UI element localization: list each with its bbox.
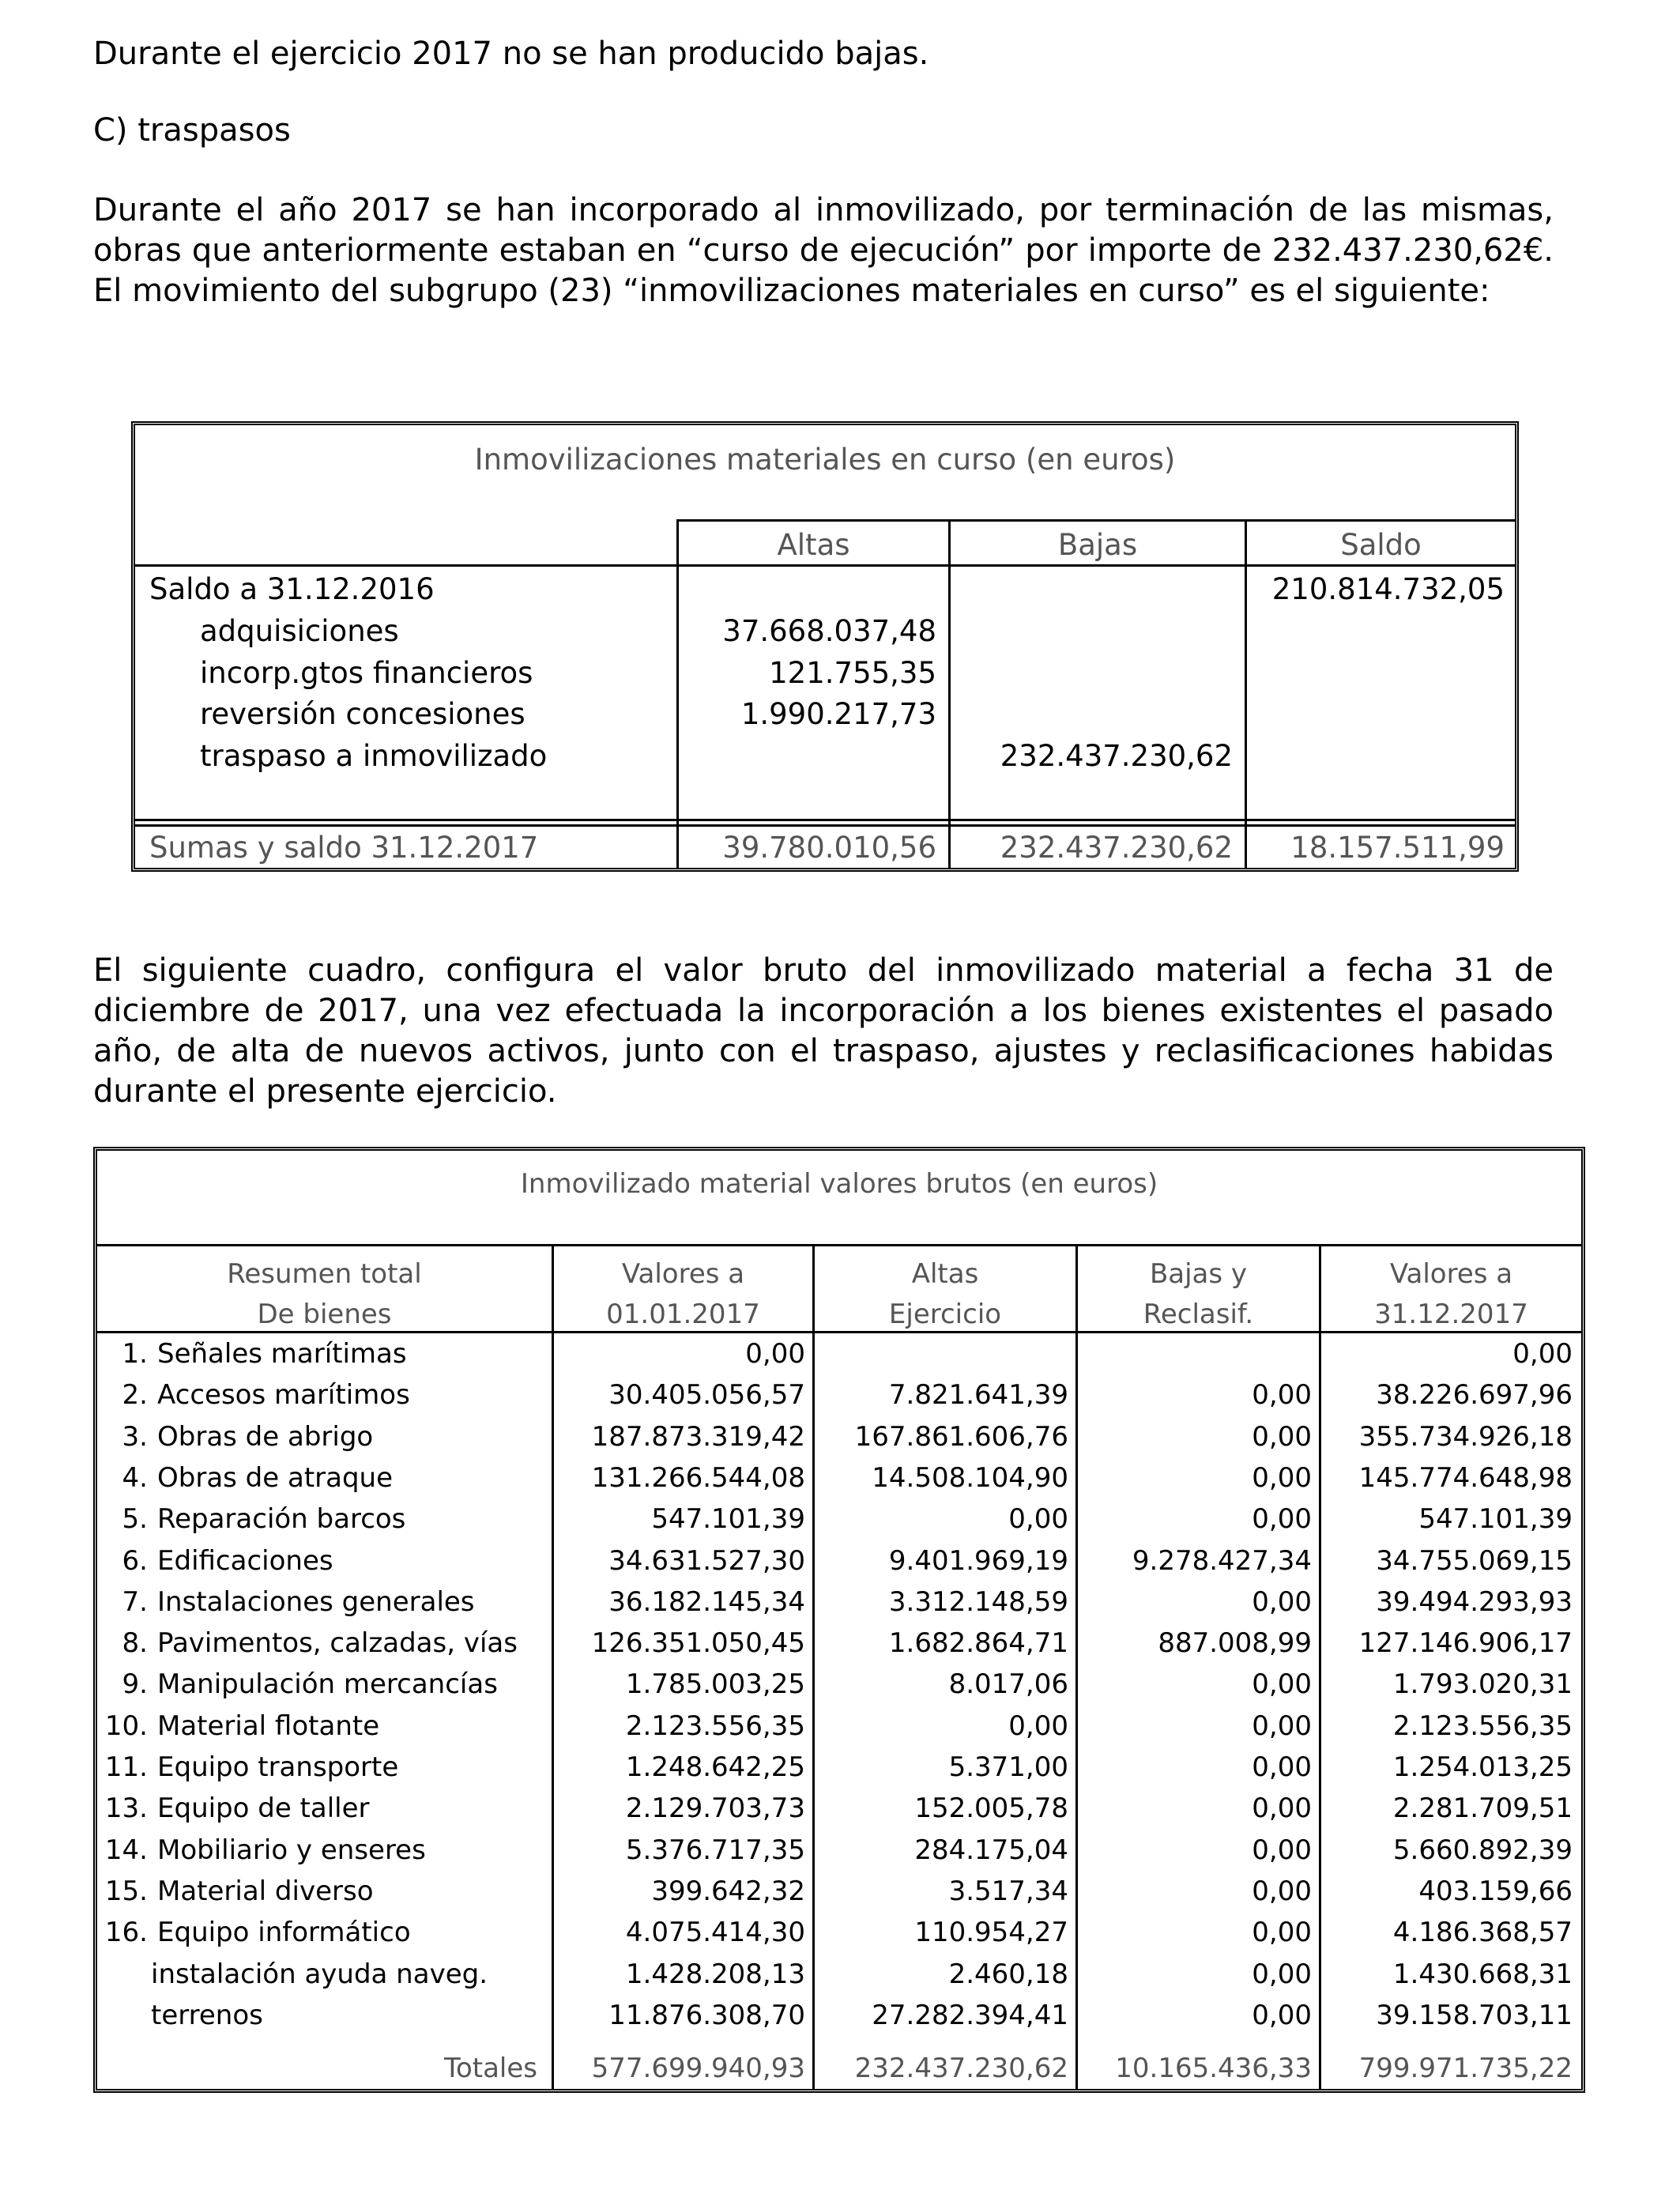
header-reclasif: Reclasif. — [1143, 1299, 1254, 1330]
divider — [97, 1244, 1581, 1246]
row-altas: 2.460,18 — [948, 1958, 1068, 1990]
row-bajas: 887.008,99 — [1158, 1627, 1312, 1659]
header-fecha-inicio: 01.01.2017 — [606, 1299, 760, 1330]
row-bajas: 0,00 — [1252, 2000, 1312, 2031]
row-number: 3. — [122, 1421, 148, 1453]
row-number: 8. — [122, 1627, 148, 1659]
table-row — [97, 1462, 1581, 1503]
table-row — [97, 1875, 1581, 1917]
row-valores-inicio: 187.873.319,42 — [591, 1421, 805, 1453]
row-valores-fin: 38.226.697,96 — [1376, 1379, 1573, 1411]
table-row — [97, 1627, 1581, 1668]
totals-label: Totales — [443, 2053, 537, 2084]
row-altas: 3.517,34 — [948, 1875, 1068, 1907]
row-valores-inicio: 399.642,32 — [651, 1875, 805, 1907]
row-label: Edificaciones — [157, 1545, 333, 1577]
row-number: 6. — [122, 1545, 148, 1577]
row-label: adquisiciones — [200, 614, 399, 648]
header-fecha-fin: 31.12.2017 — [1374, 1299, 1528, 1330]
row-altas: 14.508.104,90 — [872, 1462, 1068, 1494]
row-label: Mobiliario y enseres — [157, 1834, 426, 1866]
row-bajas: 0,00 — [1252, 1462, 1312, 1494]
header-bienes: De bienes — [257, 1299, 392, 1330]
table-row — [97, 1503, 1581, 1544]
table-row — [97, 1545, 1581, 1586]
divider — [135, 824, 1515, 827]
paragraph-no-bajas: Durante el ejercicio 2017 no se han producido bajas. — [93, 36, 929, 72]
row-label: Pavimentos, calzadas, vías — [157, 1627, 518, 1659]
row-valores-inicio: 5.376.717,35 — [625, 1834, 805, 1866]
table-inmovilizado-valores-brutos — [93, 1147, 1585, 2093]
opening-label: Saldo a 31.12.2016 — [149, 572, 435, 606]
row-valores-fin: 5.660.892,39 — [1392, 1834, 1573, 1866]
row-valores-inicio: 2.123.556,35 — [625, 1710, 805, 1742]
row-number: 13. — [104, 1793, 148, 1824]
row-label: Equipo de taller — [157, 1793, 370, 1824]
header-valores-fin: Valores a — [1389, 1258, 1513, 1290]
row-valores-fin: 39.158.703,11 — [1376, 2000, 1573, 2031]
row-bajas: 0,00 — [1252, 1793, 1312, 1824]
row-bajas: 232.437.230,62 — [1000, 739, 1233, 773]
totals-altas: 39.780.010,56 — [722, 831, 936, 865]
paragraph-valor-bruto: El siguiente cuadro, configura el valor bruto del inmovilizado material a fecha 31 de diciembre de 2017, una vez efectuada la incorporación a los bienes existentes el pasado año, de alta de nuevos activos, junto con el traspaso, ajustes y reclasificaciones habidas durante el presente ejercicio. — [93, 952, 1554, 1110]
opening-saldo: 210.814.732,05 — [1271, 572, 1505, 606]
row-valores-inicio: 11.876.308,70 — [608, 2000, 805, 2031]
row-altas: 9.401.969,19 — [888, 1545, 1068, 1577]
row-valores-inicio: 2.129.703,73 — [625, 1793, 805, 1824]
row-bajas: 0,00 — [1252, 1379, 1312, 1411]
row-valores-inicio: 36.182.145,34 — [608, 1586, 805, 1618]
row-altas: 284.175,04 — [914, 1834, 1068, 1866]
header-ejercicio: Ejercicio — [888, 1299, 1002, 1330]
table-inmovilizaciones-en-curso — [131, 421, 1519, 872]
totals-saldo: 18.157.511,99 — [1290, 831, 1505, 865]
table-row — [97, 1421, 1581, 1462]
totals-altas: 232.437.230,62 — [854, 2053, 1068, 2084]
row-bajas: 0,00 — [1252, 1917, 1312, 1948]
paragraph-traspasos: Durante el año 2017 se han incorporado al inmovilizado, por terminación de las mismas, obras que anteriormente estaban en “curso de ejecución” por importe de 232.437.230,62€. El movimiento del subgrupo (23) “inmovilizaciones materiales en curso” es el siguiente: — [93, 192, 1554, 309]
header-resumen: Resumen total — [227, 1258, 422, 1290]
row-altas: 0,00 — [1008, 1503, 1068, 1535]
row-altas: 37.668.037,48 — [722, 614, 936, 648]
row-label: Señales marítimas — [157, 1338, 407, 1370]
table-row — [97, 2000, 1581, 2041]
row-valores-inicio: 1.248.642,25 — [625, 1751, 805, 1783]
row-altas: 3.312.148,59 — [888, 1586, 1068, 1618]
totals-bajas: 232.437.230,62 — [1000, 831, 1233, 865]
row-bajas: 0,00 — [1252, 1958, 1312, 1990]
row-valores-fin: 127.146.906,17 — [1358, 1627, 1573, 1659]
header-saldo: Saldo — [1340, 528, 1422, 562]
row-number: 1. — [122, 1338, 148, 1370]
row-number: 7. — [122, 1586, 148, 1618]
table-title: Inmovilizado material valores brutos (en euros) — [520, 1168, 1158, 1200]
row-number: 10. — [104, 1710, 148, 1742]
divider — [676, 519, 679, 868]
row-altas: 8.017,06 — [948, 1668, 1068, 1700]
header-altas: Altas — [777, 528, 850, 562]
table-row — [97, 1338, 1581, 1379]
row-number: 5. — [122, 1503, 148, 1535]
row-valores-inicio: 34.631.527,30 — [608, 1545, 805, 1577]
table-row — [97, 1586, 1581, 1627]
row-valores-fin: 355.734.926,18 — [1358, 1421, 1573, 1453]
row-valores-fin: 1.430.668,31 — [1392, 1958, 1573, 1990]
row-altas: 1.990.217,73 — [740, 697, 936, 731]
row-label: Instalaciones generales — [157, 1586, 475, 1618]
row-valores-inicio: 1.785.003,25 — [625, 1668, 805, 1700]
row-number: 2. — [122, 1379, 148, 1411]
row-number: 15. — [104, 1875, 148, 1907]
table-row — [97, 1793, 1581, 1834]
row-number: 9. — [122, 1668, 148, 1700]
row-number: 11. — [104, 1751, 148, 1783]
row-valores-fin: 1.254.013,25 — [1392, 1751, 1573, 1783]
totals-label: Sumas y saldo 31.12.2017 — [149, 831, 539, 865]
row-valores-inicio: 547.101,39 — [651, 1503, 805, 1535]
row-valores-fin: 0,00 — [1512, 1338, 1573, 1370]
row-altas: 121.755,35 — [769, 656, 936, 690]
row-bajas: 0,00 — [1252, 1710, 1312, 1742]
row-altas: 110.954,27 — [914, 1917, 1068, 1948]
row-valores-fin: 403.159,66 — [1418, 1875, 1573, 1907]
row-label: Manipulación mercancías — [157, 1668, 498, 1700]
table-row — [97, 1668, 1581, 1710]
totals-valores-fin: 799.971.735,22 — [1358, 2053, 1573, 2084]
row-bajas: 0,00 — [1252, 1751, 1312, 1783]
row-altas: 7.821.641,39 — [888, 1379, 1068, 1411]
row-valores-fin: 1.793.020,31 — [1392, 1668, 1573, 1700]
divider — [135, 819, 1515, 821]
divider — [676, 519, 1515, 522]
header-bajas: Bajas — [1057, 528, 1138, 562]
row-label: Accesos marítimos — [157, 1379, 410, 1411]
row-number: 4. — [122, 1462, 148, 1494]
row-label: Obras de atraque — [157, 1462, 394, 1494]
table-title: Inmovilizaciones materiales en curso (en euros) — [474, 443, 1176, 477]
row-label: Material diverso — [157, 1875, 374, 1907]
row-number: 16. — [104, 1917, 148, 1948]
row-label: Equipo transporte — [157, 1751, 399, 1783]
table-row — [97, 1958, 1581, 2000]
divider — [135, 564, 1515, 567]
row-bajas: 0,00 — [1252, 1668, 1312, 1700]
row-valores-inicio: 4.075.414,30 — [625, 1917, 805, 1948]
row-bajas: 0,00 — [1252, 1834, 1312, 1866]
row-valores-inicio: 30.405.056,57 — [608, 1379, 805, 1411]
row-bajas: 0,00 — [1252, 1875, 1312, 1907]
divider — [948, 519, 951, 868]
table-row — [97, 1379, 1581, 1420]
row-bajas: 0,00 — [1252, 1503, 1312, 1535]
row-number: 14. — [104, 1834, 148, 1866]
row-altas: 167.861.606,76 — [854, 1421, 1068, 1453]
row-label: reversión concesiones — [200, 697, 525, 731]
row-label: traspaso a inmovilizado — [200, 739, 548, 773]
row-altas: 5.371,00 — [948, 1751, 1068, 1783]
row-valores-inicio: 1.428.208,13 — [625, 1958, 805, 1990]
row-valores-fin: 39.494.293,93 — [1376, 1586, 1573, 1618]
row-valores-fin: 4.186.368,57 — [1392, 1917, 1573, 1948]
row-valores-inicio: 131.266.544,08 — [591, 1462, 805, 1494]
row-bajas: 0,00 — [1252, 1586, 1312, 1618]
table-row — [97, 1917, 1581, 1958]
row-bajas: 9.278.427,34 — [1132, 1545, 1312, 1577]
row-valores-inicio: 126.351.050,45 — [591, 1627, 805, 1659]
row-label: terrenos — [151, 2000, 263, 2031]
row-label: Material flotante — [157, 1710, 380, 1742]
row-altas: 1.682.864,71 — [888, 1627, 1068, 1659]
row-label: Obras de abrigo — [157, 1421, 374, 1453]
row-valores-fin: 547.101,39 — [1418, 1503, 1573, 1535]
row-valores-fin: 2.281.709,51 — [1392, 1793, 1573, 1824]
totals-valores-inicio: 577.699.940,93 — [591, 2053, 805, 2084]
header-altas: Altas — [911, 1258, 979, 1290]
header-valores-inicio: Valores a — [621, 1258, 745, 1290]
divider — [97, 1331, 1581, 1333]
section-heading-traspasos: C) traspasos — [93, 112, 291, 149]
table-row — [97, 1710, 1581, 1751]
table-row — [97, 1751, 1581, 1793]
table-row — [97, 1834, 1581, 1875]
totals-bajas: 10.165.436,33 — [1115, 2053, 1312, 2084]
row-bajas: 0,00 — [1252, 1421, 1312, 1453]
row-label: Reparación barcos — [157, 1503, 406, 1535]
row-valores-fin: 145.774.648,98 — [1358, 1462, 1573, 1494]
row-label: instalación ayuda naveg. — [151, 1958, 488, 1990]
row-altas: 27.282.394,41 — [872, 2000, 1068, 2031]
row-valores-fin: 34.755.069,15 — [1376, 1545, 1573, 1577]
row-label: Equipo informático — [157, 1917, 411, 1948]
row-label: incorp.gtos financieros — [200, 656, 533, 690]
row-valores-inicio: 0,00 — [745, 1338, 805, 1370]
header-bajas: Bajas y — [1149, 1258, 1248, 1290]
row-valores-fin: 2.123.556,35 — [1392, 1710, 1573, 1742]
row-altas: 0,00 — [1008, 1710, 1068, 1742]
row-altas: 152.005,78 — [914, 1793, 1068, 1824]
